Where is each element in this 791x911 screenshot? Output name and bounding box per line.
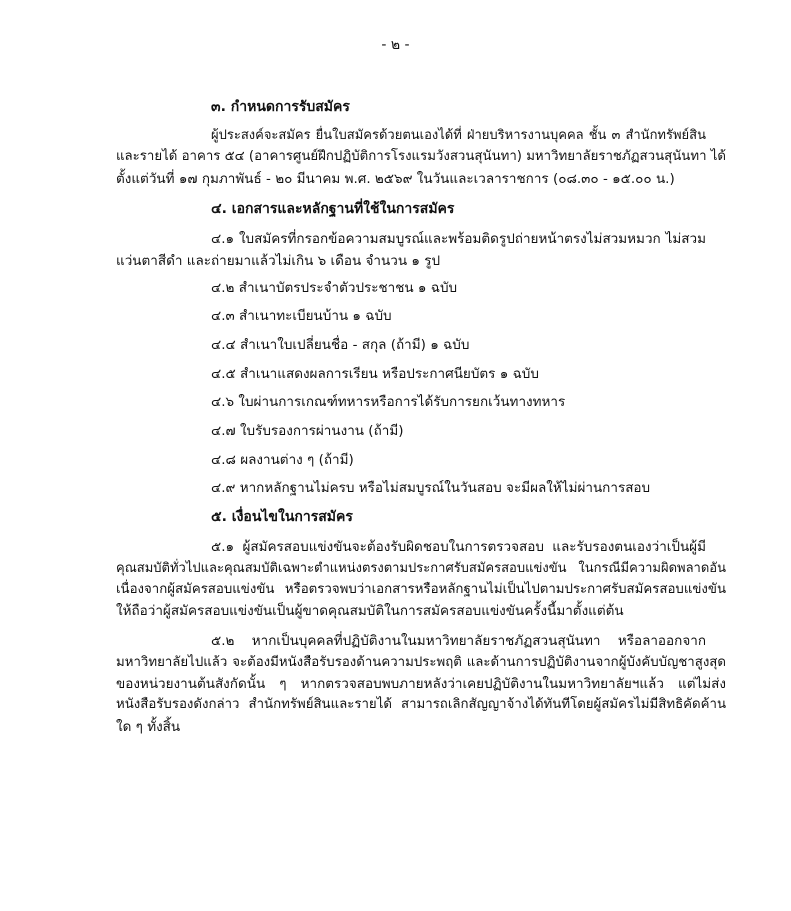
- section4-item: ๔.๘ ผลงานต่าง ๆ (ถ้ามี): [211, 452, 354, 468]
- section5-paragraph-line: เนื่องจากผู้สมัครสอบแข่งขัน หรือตรวจพบว่าเอกสารหรือหลักฐานไม่เป็นไปตามประกาศรับสมัครสอบแข่งขัน: [116, 582, 726, 597]
- section4-item: ๔.๙ หากหลักฐานไม่ครบ หรือไม่สมบูรณ์ในวันสอบ จะมีผลให้ไม่ผ่านการสอบ: [211, 480, 651, 496]
- section4-item: ๔.๑ ใบสมัครที่กรอกข้อความสมบูรณ์และพร้อมติดรูปถ่ายหน้าตรงไม่สวมหมวก ไม่สวม: [211, 231, 706, 247]
- section5-paragraph-line: ๕.๑ ผู้สมัครสอบแข่งขันจะต้องรับผิดชอบในการตรวจสอบ และรับรองตนเองว่าเป็นผู้มี: [211, 539, 706, 555]
- section4-item: ๔.๔ สำเนาใบเปลี่ยนชื่อ - สกุล (ถ้ามี) ๑ ฉบับ: [211, 337, 470, 353]
- section5-heading: ๕. เงื่อนไขในการสมัคร: [211, 509, 353, 525]
- section5-paragraph-line: หนังสือรับรองดังกล่าว สำนักทรัพย์สินและรายได้ สามารถเลิกสัญญาจ้างได้ทันทีโดยผู้สมัครไม่มีสิทธิคัดค้าน: [116, 697, 726, 712]
- section4-item: ๔.๕ สำเนาแสดงผลการเรียน หรือประกาศนียบัตร ๑ ฉบับ: [211, 366, 539, 382]
- section5-paragraph-line: คุณสมบัติทั่วไปและคุณสมบัติเฉพาะตำแหน่งตรงตามประกาศรับสมัครสอบแข่งขัน ในกรณีมีความผิดพลาดอัน: [116, 561, 726, 576]
- page-number: - ๒ -: [381, 37, 410, 53]
- section4-item: ๔.๖ ใบผ่านการเกณฑ์ทหารหรือการได้รับการยกเว้นทางทหาร: [211, 394, 566, 410]
- section4-item-continuation: แว่นตาสีดำ และถ่ายมาแล้วไม่เกิน ๖ เดือน จำนวน ๑ รูป: [116, 253, 441, 269]
- section3-paragraph-line: และรายได้ อาคาร ๕๔ (อาคารศูนย์ฝึกปฏิบัติการโรงแรมวังสวนสุนันทา) มหาวิทยาลัยราชภัฏสวนสุนันทา ได้: [116, 149, 726, 164]
- section4-item: ๔.๗ ใบรับรองการผ่านงาน (ถ้ามี): [211, 423, 404, 439]
- section4-heading: ๔. เอกสารและหลักฐานที่ใช้ในการสมัคร: [211, 201, 455, 217]
- section5-paragraph-line: ใด ๆ ทั้งสิ้น: [116, 719, 181, 735]
- section5-paragraph-line: ให้ถือว่าผู้สมัครสอบแข่งขันเป็นผู้ขาดคุณสมบัติในการสมัครสอบแข่งขันครั้งนี้มาตั้งแต่ต้น: [116, 603, 624, 619]
- section3-heading: ๓. กำหนดการรับสมัคร: [211, 99, 350, 115]
- section5-paragraph-line: มหาวิทยาลัยไปแล้ว จะต้องมีหนังสือรับรองด้านความประพฤติ และด้านการปฏิบัติงานจากผู้บังคับบัญชาสูงสุด: [116, 655, 726, 670]
- section3-paragraph-line: ตั้งแต่วันที่ ๑๗ กุมภาพันธ์ - ๒๐ มีนาคม พ.ศ. ๒๕๖๙ ในวันและเวลาราชการ (๐๘.๓๐ - ๑๕.๐๐ น.): [116, 171, 675, 187]
- section5-paragraph-line: ของหน่วยงานต้นสังกัดนั้น ๆ หากตรวจสอบพบภายหลังว่าเคยปฏิบัติงานในมหาวิทยาลัยฯแล้ว แต่ไม่ส่ง: [116, 676, 726, 692]
- section4-item: ๔.๓ สำเนาทะเบียนบ้าน ๑ ฉบับ: [211, 308, 392, 324]
- section5-paragraph-line: ๕.๒ หากเป็นบุคคลที่ปฏิบัติงานในมหาวิทยาลัยราชภัฏสวนสุนันทา หรือลาออกจาก: [211, 633, 706, 649]
- section3-paragraph-line: ผู้ประสงค์จะสมัคร ยื่นใบสมัครด้วยตนเองได้ที่ ฝ่ายบริหารงานบุคคล ชั้น ๓ สำนักทรัพย์สิน: [211, 128, 706, 143]
- section4-item: ๔.๒ สำเนาบัตรประจำตัวประชาชน ๑ ฉบับ: [211, 280, 458, 296]
